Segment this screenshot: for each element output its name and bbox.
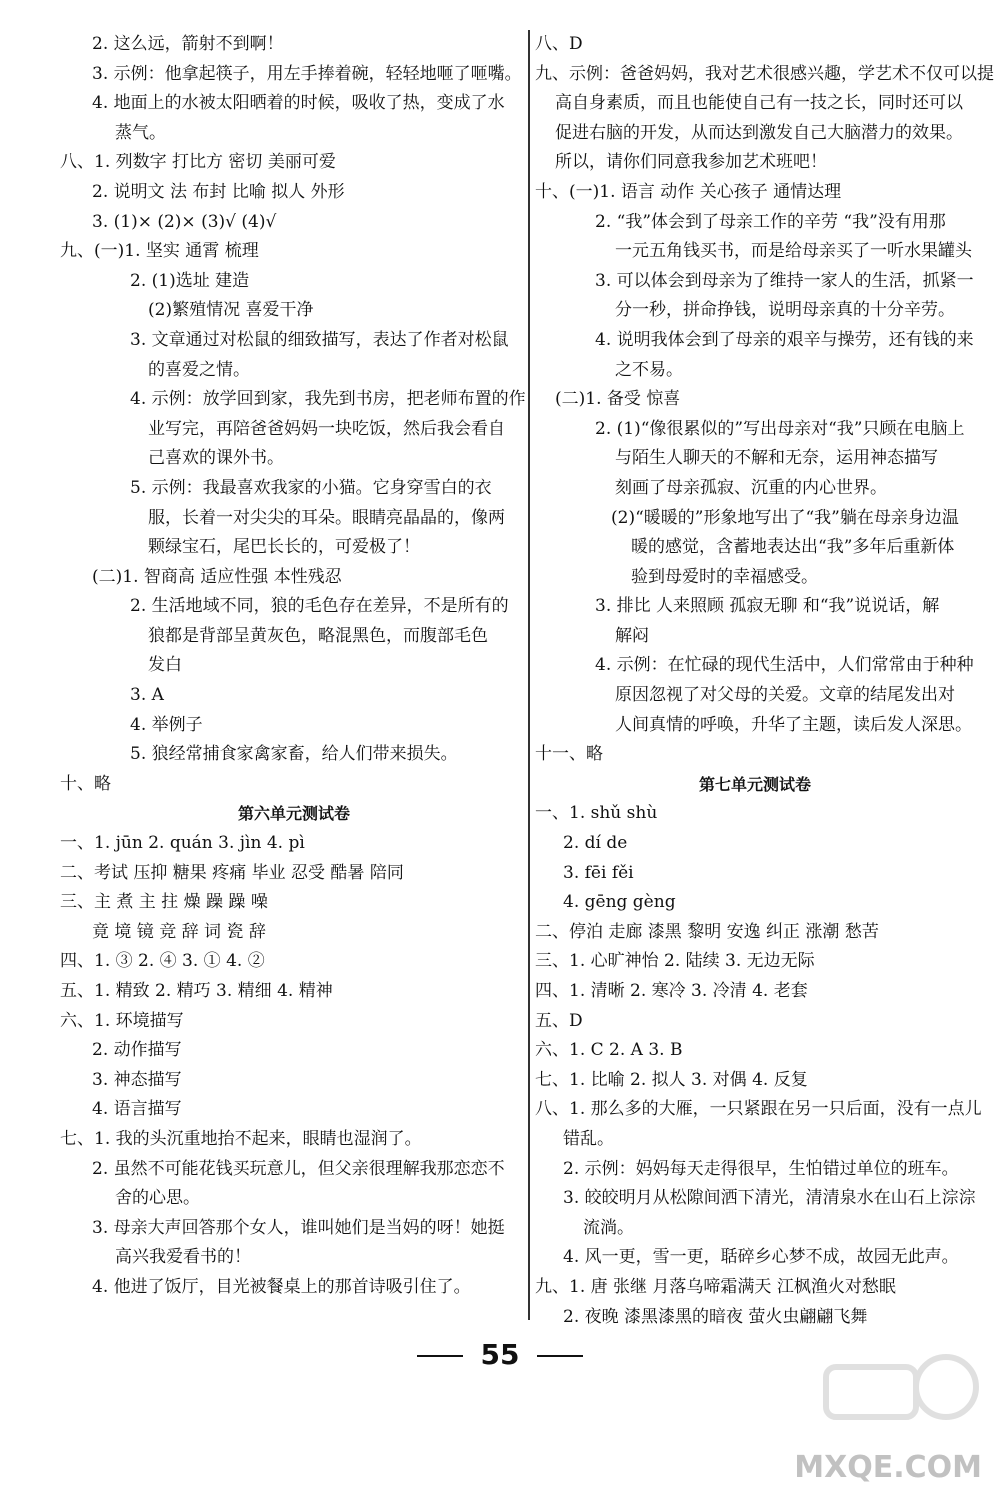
answer-line: 3. (1)× (2)× (3)√ (4)√ [92, 211, 277, 232]
answer-line: 三、主 煮 主 拄 燥 躁 躁 噪 [60, 892, 268, 913]
answer-line: 人间真情的呼唤，升华了主题，读后发人深思。 [615, 714, 972, 735]
answer-line: 4. 风一更，雪一更，聒碎乡心梦不成，故园无此声。 [563, 1247, 959, 1268]
section-heading: 第六单元测试卷 [237, 804, 350, 824]
answer-line: 3. 排比 人来照顾 孤寂无聊 和“我”说说话，解 [595, 596, 940, 617]
answer-line: 3. 神态描写 [92, 1069, 182, 1090]
answer-line: 刻画了母亲孤寂、沉重的内心世界。 [615, 477, 887, 498]
answer-line: 二、考试 压抑 糖果 疼痛 毕业 忍受 酷暑 陪同 [60, 862, 404, 883]
watermark-text: MXQE.COM [794, 1450, 982, 1485]
answer-line: 六、1. C 2. A 3. B [535, 1040, 683, 1061]
answer-line: 服，长着一对尖尖的耳朵。眼睛亮晶晶的，像两 [148, 507, 505, 528]
answer-line: 2. (1)选址 建造 [130, 270, 250, 291]
answer-line: 发白 [148, 655, 182, 676]
answer-line: 九、示例：爸爸妈妈，我对艺术很感兴趣，学艺术不仅可以提 [535, 63, 994, 84]
answer-line: 八、D [535, 34, 583, 54]
answer-line: 舍的心思。 [115, 1188, 200, 1209]
answer-line: 4. 语言描写 [92, 1099, 182, 1120]
answer-line: 2. dí de [563, 833, 628, 854]
answer-line: 五、D [535, 1010, 583, 1031]
footer-dash-left [417, 1355, 463, 1357]
answer-line: 3. 可以体会到母亲为了维持一家人的生活，抓紧一 [595, 270, 974, 291]
answer-line: 2. 虽然不可能花钱买玩意儿，但父亲很理解我那恋恋不 [92, 1158, 505, 1179]
answer-line: 原因忽视了对父母的关爱。文章的结尾发出对 [615, 685, 955, 706]
answer-line: 所以，请你们同意我参加艺术班吧！ [555, 152, 827, 173]
answer-line: 2. “我”体会到了母亲工作的辛劳 “我”没有用那 [595, 211, 946, 232]
answer-line: 分一秒，拼命挣钱，说明母亲真的十分辛劳。 [615, 300, 955, 321]
answer-line: 之不易。 [615, 359, 683, 380]
answer-line: 2. 说明文 法 布封 比喻 拟人 外形 [92, 181, 345, 202]
answer-line: 4. 示例：在忙碌的现代生活中，人们常常由于种种 [595, 655, 974, 676]
answer-line: 一元五角钱买书，而是给母亲买了一听水果罐头 [615, 241, 972, 262]
answer-line: (2)繁殖情况 喜爱干净 [148, 300, 314, 321]
page-number: 55 [480, 1338, 520, 1371]
answer-line: 2. (1)“像很累似的”写出母亲对“我”只顾在电脑上 [595, 418, 965, 439]
answer-line: 5. 狼经常捕食家禽家畜，给人们带来损失。 [130, 744, 458, 765]
answer-line: (2)“暖暖的”形象地写出了“我”躺在母亲身边温 [611, 507, 959, 528]
left-column [60, 30, 528, 1303]
answer-line: 颗绿宝石，尾巴长长的，可爱极了！ [148, 537, 420, 558]
watermark-logo-icon [816, 1347, 986, 1467]
answer-line: 错乱。 [563, 1128, 614, 1149]
answer-line: 2. 示例：妈妈每天走得很早，生怕错过单位的班车。 [563, 1158, 959, 1179]
answer-line: 3. 母亲大声回答那个女人，谁叫她们是当妈的呀！她挺 [92, 1217, 505, 1238]
answer-line: 4. gēng gèng [563, 892, 676, 913]
answer-line: 八、1. 那么多的大雁，一只紧跟在另一只后面，没有一点儿 [535, 1099, 982, 1120]
answer-line: 高兴我爱看书的！ [115, 1247, 251, 1268]
answer-line: 二、停泊 走廊 漆黑 黎明 安逸 纠正 涨潮 愁苦 [535, 921, 879, 942]
answer-line: 3. 皎皎明月从松隙间洒下清光，清清泉水在山石上淙淙 [563, 1188, 976, 1209]
answer-line: 三、1. 心旷神怡 2. 陆续 3. 无边无际 [535, 951, 815, 972]
answer-line: 4. 地面上的水被太阳晒着的时候，吸收了热，变成了水 [92, 93, 505, 114]
answer-line: 一、1. jūn 2. quán 3. jìn 4. pì [60, 833, 305, 854]
answer-line: 九、1. 唐 张继 月落乌啼霜满天 江枫渔火对愁眠 [535, 1276, 896, 1297]
answer-line: 与陌生人聊天的不解和无奈，运用神态描写 [615, 448, 938, 469]
answer-line: 3. A [130, 685, 164, 706]
answer-line: 十、略 [60, 773, 111, 794]
answer-line: 4. 他进了饭厅，目光被餐桌上的那首诗吸引住了。 [92, 1276, 471, 1297]
footer-dash-right [537, 1355, 583, 1357]
answer-line: 业写完，再陪爸爸妈妈一块吃饭，然后我会看自 [148, 418, 505, 439]
column-divider [528, 30, 530, 1320]
answer-line: 2. 生活地域不同，狼的毛色存在差异，不是所有的 [130, 596, 509, 617]
answer-line: 流淌。 [583, 1217, 634, 1238]
answer-line: 七、1. 比喻 2. 拟人 3. 对偶 4. 反复 [535, 1069, 808, 1090]
answer-line: 3. 文章通过对松鼠的细致描写，表达了作者对松鼠 [130, 329, 509, 350]
answer-line: 5. 示例：我最喜欢我家的小猫。它身穿雪白的衣 [130, 477, 492, 498]
answer-line: 四、1. ③ 2. ④ 3. ① 4. ② [60, 951, 265, 972]
answer-line: 四、1. 清晰 2. 寒冷 3. 冷清 4. 老套 [535, 981, 808, 1001]
answer-line: 七、1. 我的头沉重地抬不起来，眼睛也湿润了。 [60, 1128, 422, 1149]
answer-line: 的喜爱之情。 [148, 359, 250, 380]
answer-line: 六、1. 环境描写 [60, 1010, 184, 1031]
answer-line: (二)1. 智商高 适应性强 本性残忍 [92, 566, 342, 587]
section-heading: 第七单元测试卷 [698, 774, 811, 794]
answer-line: 十一、略 [535, 744, 603, 765]
answer-line: 2. 动作描写 [92, 1040, 182, 1061]
answer-line: 暖的感觉，含蓄地表达出“我”多年后重新体 [631, 537, 955, 558]
answer-line: 解闷 [615, 625, 649, 646]
answer-line: (二)1. 备受 惊喜 [555, 389, 681, 410]
answer-line: 蒸气。 [115, 122, 166, 143]
answer-line: 高自身素质，而且也能使自己有一技之长，同时还可以 [555, 93, 963, 114]
answer-line: 十、(一)1. 语言 动作 关心孩子 通情达理 [535, 181, 842, 202]
answer-line: 4. 举例子 [130, 714, 203, 735]
answer-line: 促进右脑的开发，从而达到激发自己大脑潜力的效果。 [555, 122, 963, 143]
answer-line: 己喜欢的课外书。 [148, 448, 284, 469]
answer-line: 五、1. 精致 2. 精巧 3. 精细 4. 精神 [60, 981, 333, 1001]
answer-line: 九、(一)1. 坚实 通霄 梳理 [60, 241, 259, 262]
answer-line: 一、1. shǔ shù [535, 803, 658, 824]
answer-line: 3. 示例：他拿起筷子，用左手捧着碗，轻轻地咂了咂嘴。 [92, 63, 522, 84]
answer-line: 狼都是背部呈黄灰色，略混黑色，而腹部毛色 [148, 625, 488, 646]
answer-line: 八、1. 列数字 打比方 密切 美丽可爱 [60, 152, 336, 173]
answer-line: 4. 示例：放学回到家，我先到书房，把老师布置的作 [130, 389, 526, 410]
answer-line: 4. 说明我体会到了母亲的艰辛与操劳，还有钱的来 [595, 329, 974, 350]
answer-line: 验到母爱时的幸福感受。 [631, 566, 818, 587]
answer-line: 3. fēi fěi [563, 862, 634, 883]
answer-line: 2. 夜晚 漆黑漆黑的暗夜 萤火虫翩翩飞舞 [563, 1306, 868, 1327]
answer-line: 竟 境 镜 竞 辞 词 瓷 辞 [92, 921, 266, 942]
answer-line: 2. 这么远，箭射不到啊！ [92, 34, 284, 54]
right-column [535, 30, 994, 1332]
